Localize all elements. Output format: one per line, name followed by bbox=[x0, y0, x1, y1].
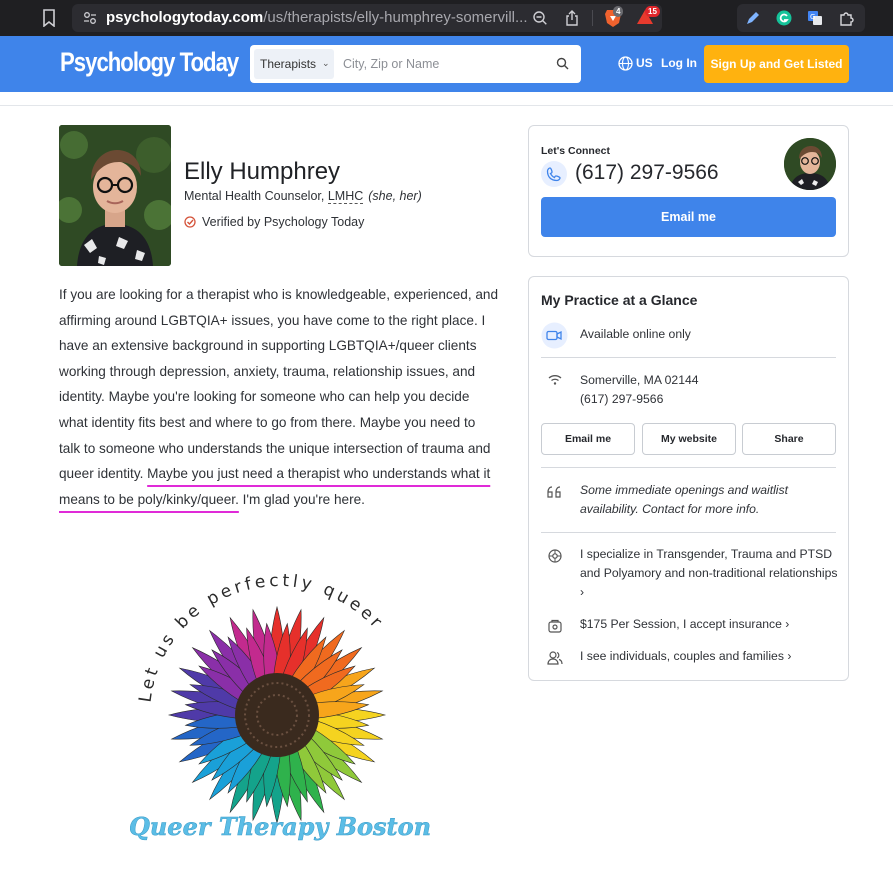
email-button-small[interactable]: Email me bbox=[541, 423, 635, 455]
share-icon[interactable] bbox=[564, 9, 580, 27]
pronouns: (she, her) bbox=[368, 189, 422, 203]
globe-icon[interactable] bbox=[618, 56, 633, 71]
phone-icon[interactable] bbox=[541, 161, 567, 187]
divider bbox=[592, 10, 593, 26]
fee-link[interactable] bbox=[580, 615, 789, 634]
verified-check-icon bbox=[184, 216, 196, 228]
fee-text: $175 Per Session, I accept insurance bbox=[580, 617, 782, 631]
chevron-down-icon: ⌄ bbox=[322, 58, 330, 68]
alert-badge: 15 bbox=[645, 6, 660, 17]
contact-card bbox=[528, 125, 849, 257]
glance-title: My Practice at a Glance bbox=[541, 292, 698, 308]
sunflower-center bbox=[235, 673, 319, 757]
website-button[interactable]: My website bbox=[642, 423, 736, 455]
grammarly-icon[interactable] bbox=[776, 10, 792, 26]
search-input[interactable]: City, Zip or Name bbox=[343, 57, 440, 71]
svg-text:G: G bbox=[810, 13, 816, 21]
credential-title: Mental Health Counselor, bbox=[184, 189, 325, 203]
therapist-name: Elly Humphrey bbox=[184, 158, 341, 185]
openings-note: Some immediate openings and waitlist availability. Contact for more info. bbox=[580, 483, 788, 516]
profile-photo bbox=[59, 125, 171, 266]
people-icon bbox=[547, 651, 563, 665]
online-status: Available online only bbox=[580, 327, 691, 341]
specialties-link[interactable] bbox=[580, 545, 842, 602]
search-bar bbox=[250, 45, 581, 83]
quote-icon bbox=[547, 486, 562, 498]
brave-badge: 4 bbox=[613, 6, 623, 17]
browser-toolbar bbox=[0, 0, 893, 36]
chevron-right-icon: › bbox=[787, 649, 792, 663]
address-phone[interactable]: (617) 297-9566 bbox=[580, 392, 664, 406]
url-path: /us/therapists/elly-humphrey-somervill... bbox=[263, 9, 528, 26]
login-link[interactable]: Log In bbox=[661, 56, 697, 70]
bio-paragraph bbox=[59, 282, 499, 512]
bio-text: If you are looking for a therapist who is knowledgeable, experienced, and affirming around LGBTQIA+ issues, you have come to the right place. I have an extensive background in supporting LGBTQIA+/queer clients working through depression, anxiety, trauma, relationship issues, and identity. Maybe you're looking for someone who can help you decide what identity fits best and where to go from there. Maybe you need to talk to someone who understands the unique intersection of trauma and queer identity. bbox=[59, 287, 499, 482]
zoom-out-icon[interactable] bbox=[532, 10, 548, 26]
share-button[interactable]: Share bbox=[742, 423, 836, 455]
logo-arc-text: Let us be perfectly queer bbox=[135, 570, 388, 704]
clients-link[interactable] bbox=[580, 647, 791, 666]
clients-text: I see individuals, couples and families bbox=[580, 649, 784, 663]
phone-number[interactable]: (617) 297-9566 bbox=[575, 161, 719, 184]
avatar bbox=[784, 138, 836, 190]
queer-therapy-boston-logo bbox=[130, 565, 430, 855]
search-type-label: Therapists bbox=[260, 57, 317, 71]
fee-icon bbox=[548, 619, 562, 633]
bio-highlight: Maybe you just need a therapist who understands what it means to be poly/kinky/queer. bbox=[59, 466, 491, 507]
divider bbox=[541, 532, 836, 533]
site-logo[interactable]: Psychology Today bbox=[60, 47, 239, 77]
contact-label: Let's Connect bbox=[541, 145, 611, 157]
bookmark-icon[interactable] bbox=[42, 9, 56, 27]
search-icon[interactable] bbox=[556, 57, 569, 70]
pen-extension-icon[interactable] bbox=[745, 10, 761, 26]
divider bbox=[541, 357, 836, 358]
bio-closing: I'm glad you're here. bbox=[238, 491, 365, 507]
credentials bbox=[184, 189, 422, 203]
region-selector[interactable]: US bbox=[636, 56, 653, 70]
site-settings-icon[interactable] bbox=[82, 10, 98, 26]
header-divider bbox=[0, 92, 893, 106]
url-domain: psychologytoday.com bbox=[106, 9, 264, 26]
logo-brand-text: Queer Therapy Boston bbox=[130, 812, 430, 841]
extensions-puzzle-icon[interactable] bbox=[838, 10, 854, 26]
url-text bbox=[106, 9, 528, 26]
extension-tray bbox=[737, 4, 865, 32]
wifi-icon bbox=[548, 374, 562, 386]
license-abbr[interactable]: LMHC bbox=[327, 189, 364, 203]
search-type-dropdown[interactable] bbox=[254, 49, 334, 79]
verified-text: Verified by Psychology Today bbox=[202, 215, 365, 229]
signup-button[interactable]: Sign Up and Get Listed bbox=[704, 45, 849, 83]
chevron-right-icon: › bbox=[580, 585, 585, 599]
practice-glance-card bbox=[528, 276, 849, 681]
verified-badge bbox=[184, 215, 364, 229]
address-bar[interactable] bbox=[72, 4, 662, 32]
site-header bbox=[0, 36, 893, 92]
divider bbox=[541, 467, 836, 468]
chevron-right-icon: › bbox=[785, 617, 790, 631]
specialties-text: I specialize in Transgender, Trauma and PTSD and Polyamory and non-traditional relationships bbox=[580, 547, 838, 580]
translate-icon[interactable] bbox=[807, 10, 823, 26]
specialty-icon bbox=[548, 549, 562, 563]
video-icon bbox=[541, 322, 568, 349]
address-line-1: Somerville, MA 02144 bbox=[580, 373, 699, 387]
email-me-button[interactable]: Email me bbox=[541, 197, 836, 237]
